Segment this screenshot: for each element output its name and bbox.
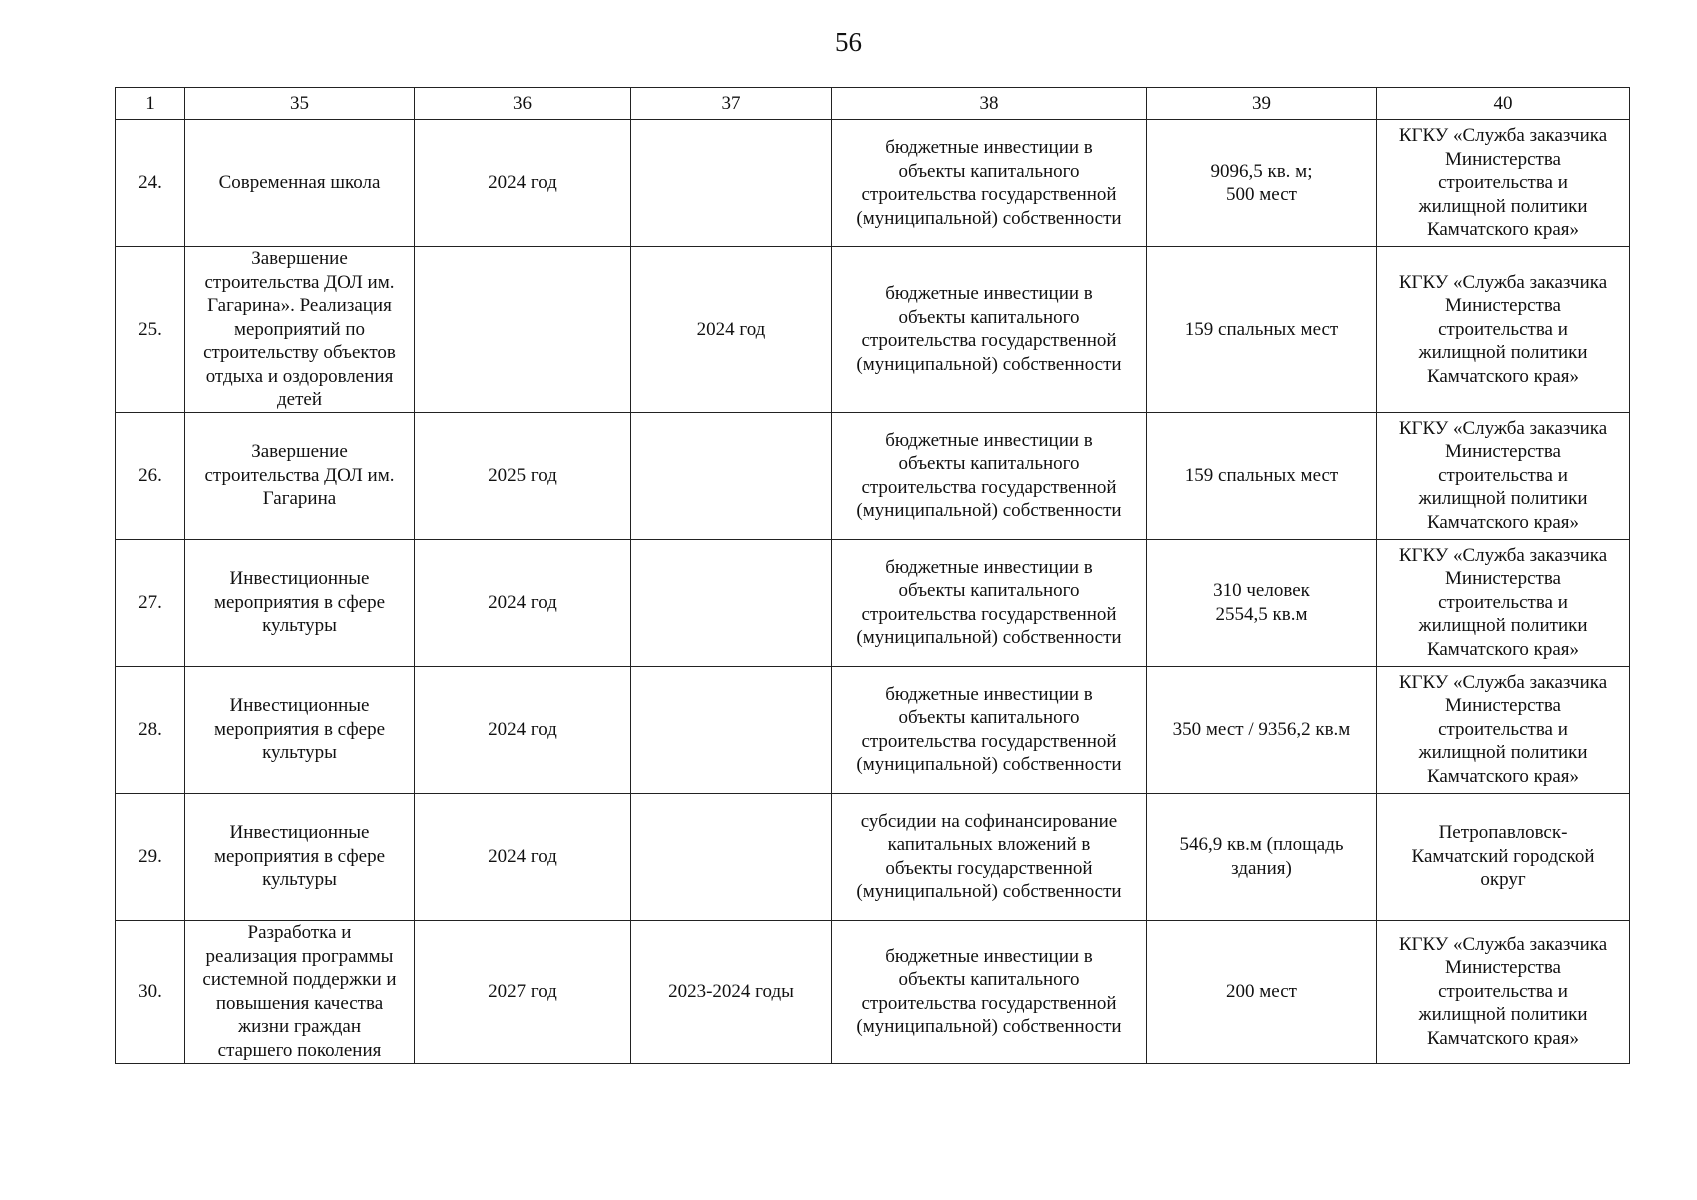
column-header: 37 (631, 88, 832, 120)
column-header: 35 (185, 88, 415, 120)
funding-type-cell: бюджетные инвестиции в объекты капитального строительства государственной (муниципальной) собственности (832, 247, 1147, 413)
row-number-cell: 26. (116, 412, 185, 539)
year-cell: 2024 год (415, 539, 631, 666)
capacity-cell: 350 мест / 9356,2 кв.м (1147, 666, 1377, 793)
period-cell (631, 412, 832, 539)
responsible-cell: КГКУ «Служба заказчика Министерства строительства и жилищной политики Камчатского края» (1377, 247, 1630, 413)
period-cell (631, 120, 832, 247)
year-cell (415, 247, 631, 413)
capacity-cell: 546,9 кв.м (площадь здания) (1147, 793, 1377, 920)
table-row (116, 666, 1630, 793)
event-name-cell: Завершение строительства ДОЛ им. Гагарина (185, 412, 415, 539)
row-number-cell: 27. (116, 539, 185, 666)
responsible-cell: КГКУ «Служба заказчика Министерства строительства и жилищной политики Камчатского края» (1377, 666, 1630, 793)
event-name-cell: Современная школа (185, 120, 415, 247)
event-name-cell: Инвестиционные мероприятия в сфере культуры (185, 666, 415, 793)
period-cell (631, 793, 832, 920)
row-number-cell: 25. (116, 247, 185, 413)
table-header-row (116, 88, 1630, 120)
row-number-cell: 28. (116, 666, 185, 793)
funding-type-cell: бюджетные инвестиции в объекты капитального строительства государственной (муниципальной) собственности (832, 666, 1147, 793)
year-cell: 2024 год (415, 666, 631, 793)
capacity-cell: 200 мест (1147, 920, 1377, 1063)
responsible-cell: КГКУ «Служба заказчика Министерства строительства и жилищной политики Камчатского края» (1377, 120, 1630, 247)
row-number-cell: 24. (116, 120, 185, 247)
event-name-cell: Инвестиционные мероприятия в сфере культуры (185, 793, 415, 920)
period-cell (631, 539, 832, 666)
responsible-cell: КГКУ «Служба заказчика Министерства строительства и жилищной политики Камчатского края» (1377, 920, 1630, 1063)
column-header: 36 (415, 88, 631, 120)
column-header: 1 (116, 88, 185, 120)
funding-type-cell: бюджетные инвестиции в объекты капитального строительства государственной (муниципальной) собственности (832, 120, 1147, 247)
page-number: 56 (835, 27, 862, 57)
year-cell: 2024 год (415, 120, 631, 247)
responsible-cell: Петропавловск- Камчатский городской округ (1377, 793, 1630, 920)
capacity-cell: 310 человек 2554,5 кв.м (1147, 539, 1377, 666)
year-cell: 2024 год (415, 793, 631, 920)
column-header: 38 (832, 88, 1147, 120)
column-header: 39 (1147, 88, 1377, 120)
period-cell: 2023-2024 годы (631, 920, 832, 1063)
capacity-cell: 159 спальных мест (1147, 247, 1377, 413)
event-name-cell: Разработка и реализация программы системной поддержки и повышения качества жизни граждан старшего поколения (185, 920, 415, 1063)
year-cell: 2025 год (415, 412, 631, 539)
capacity-cell: 9096,5 кв. м; 500 мест (1147, 120, 1377, 247)
table-row (116, 793, 1630, 920)
table-row (116, 247, 1630, 413)
period-cell (631, 666, 832, 793)
event-name-cell: Инвестиционные мероприятия в сфере культуры (185, 539, 415, 666)
row-number-cell: 30. (116, 920, 185, 1063)
funding-type-cell: бюджетные инвестиции в объекты капитального строительства государственной (муниципальной) собственности (832, 412, 1147, 539)
data-table (115, 87, 1630, 1064)
table-row (116, 539, 1630, 666)
table-row (116, 120, 1630, 247)
period-cell: 2024 год (631, 247, 832, 413)
funding-type-cell: субсидии на софинансирование капитальных вложений в объекты государственной (муниципальной) собственности (832, 793, 1147, 920)
table-row (116, 920, 1630, 1063)
responsible-cell: КГКУ «Служба заказчика Министерства строительства и жилищной политики Камчатского края» (1377, 539, 1630, 666)
column-header: 40 (1377, 88, 1630, 120)
funding-type-cell: бюджетные инвестиции в объекты капитального строительства государственной (муниципальной) собственности (832, 539, 1147, 666)
responsible-cell: КГКУ «Служба заказчика Министерства строительства и жилищной политики Камчатского края» (1377, 412, 1630, 539)
event-name-cell: Завершение строительства ДОЛ им. Гагарина». Реализация мероприятий по строительству объектов отдыха и оздоровления детей (185, 247, 415, 413)
year-cell: 2027 год (415, 920, 631, 1063)
row-number-cell: 29. (116, 793, 185, 920)
table-row (116, 412, 1630, 539)
capacity-cell: 159 спальных мест (1147, 412, 1377, 539)
funding-type-cell: бюджетные инвестиции в объекты капитального строительства государственной (муниципальной) собственности (832, 920, 1147, 1063)
